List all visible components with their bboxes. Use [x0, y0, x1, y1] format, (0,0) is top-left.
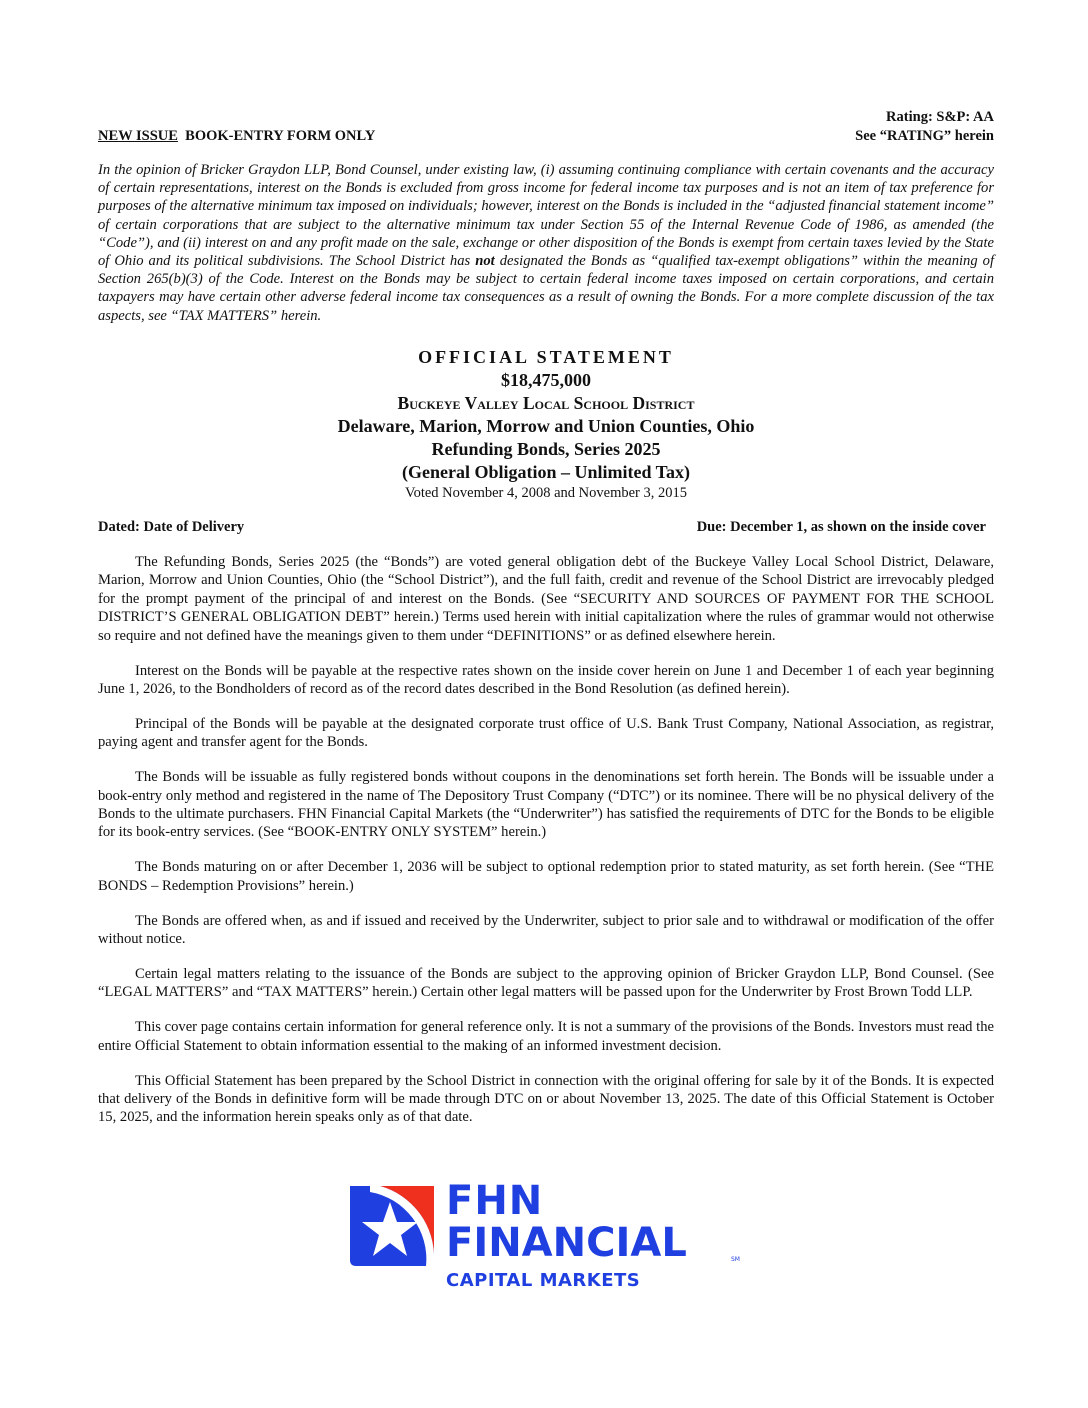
issue-amount: $18,475,000	[501, 370, 591, 390]
paragraph: Certain legal matters relating to the issuance of the Bonds are subject to the approving opinion of Bricker Graydon LLP, Bond Counsel. (See “LEGAL MATTERS” and “TAX MATTERS” herein.) Certain other legal matters will be passed upon for the Underwriter by Frost Brown Todd LLP.	[98, 965, 994, 1001]
issue-type	[98, 127, 375, 146]
obligation-type: (General Obligation – Unlimited Tax)	[401, 462, 691, 482]
rating-block	[855, 108, 994, 146]
dated-line: Dated: Date of Delivery	[98, 519, 245, 535]
underwriter-logo	[350, 1178, 750, 1294]
title-block	[98, 346, 994, 503]
cover-body	[98, 553, 994, 1143]
paragraph: The Bonds are offered when, as and if issued and received by the Underwriter, subject to prior sale and to withdrawal or modification of the offer without notice.	[98, 912, 994, 947]
rating-text: Rating: S&P: AA	[886, 109, 994, 125]
service-mark: SM	[731, 1256, 740, 1263]
logo-fhn-text: FHN	[446, 1178, 544, 1224]
issuer-counties: Delaware, Marion, Morrow and Union Counties, Ohio	[337, 416, 755, 436]
bond-counsel-opinion	[98, 161, 994, 325]
star-emblem-icon	[350, 1186, 434, 1266]
due-line: Due: December 1, as shown on the inside cover	[696, 519, 986, 535]
logo-financial-text: FINANCIAL	[446, 1220, 687, 1266]
paragraph: Principal of the Bonds will be payable at the designated corporate trust office of U.S. Bank Trust Company, National Association, as registrar, paying agent and transfer agent for the Bonds.	[98, 715, 994, 751]
paragraph: The Bonds maturing on or after December 1, 2036 will be subject to optional redemption prior to stated maturity, as set forth herein. (See “THE BONDS – Redemption Provisions” herein.)	[98, 859, 994, 894]
paragraph: Interest on the Bonds will be payable at the respective rates shown on the inside cover herein on June 1 and December 1 of each year beginning June 1, 2026, to the Bondholders of record as of the record dates described in the Bond Resolution (as defined herein).	[98, 662, 994, 697]
rating-reference: See “RATING” herein	[855, 128, 994, 144]
paragraph: The Bonds will be issuable as fully registered bonds without coupons in the denominations set forth herein. The Bonds will be issuable under a book-entry only method and registered in the name of The Depository Trust Company (“DTC”) or its nominee. There will be no physical delivery of the Bonds to the ultimate purchasers. FHN Financial Capital Markets (the “Underwriter”) has satisfied the requirements of DTC for the Bonds to be eligible for its book-entry services. (See “BOOK-ENTRY ONLY SYSTEM” herein.)	[98, 769, 994, 841]
paragraph: This Official Statement has been prepared by the School District in connection with the original offering for sale by it of the Bonds. It is expected that delivery of the Bonds in definitive form will be made through DTC on or about November 13, 2025. The date of this Official Statement is October 15, 2025, and the information herein speaks only as of that date.	[98, 1072, 994, 1126]
book-entry-label: BOOK-ENTRY FORM ONLY	[185, 128, 376, 144]
paragraph: This cover page contains certain information for general reference only. It is not a summary of the provisions of the Bonds. Investors must read the entire Official Statement to obtain information essential to the making of an informed investment decision.	[98, 1019, 994, 1054]
opinion-text-tail: designated the Bonds as “qualified tax-exempt obligations” within the meaning of Section 265(b)(3) of the Code. Interest on the Bonds may be subject to certain federal income taxes imposed on certain corporations, and certain taxpayers may have certain other adverse federal income tax consequences as a result of owning the Bonds. For a more complete discussion of the tax aspects, see “TAX MATTERS” herein.	[98, 253, 995, 324]
paragraph: The Refunding Bonds, Series 2025 (the “Bonds”) are voted general obligation debt of the Buckeye Valley Local School District, Delaware, Marion, Morrow and Union Counties, Ohio (the “School District”), and the full faith, credit and revenue of the School District are irrevocably pledged for the prompt payment of the principal of and interest on the Bonds. (See “SECURITY AND SOURCES OF PAYMENT FOR THE SCHOOL DISTRICT’S GENERAL OBLIGATION DEBT” herein.) Terms used herein with initial capitalization where the rules of grammar would not otherwise so require and not defined have the meanings given to them under “DEFINITIONS” or as defined elsewhere herein.	[98, 554, 994, 644]
logo-capital-markets-text: CAPITAL MARKETS	[446, 1270, 641, 1291]
bond-series: Refunding Bonds, Series 2025	[431, 439, 661, 459]
opinion-emphasis: not	[475, 253, 495, 270]
voted-dates: Voted November 4, 2008 and November 3, 2015	[404, 485, 688, 501]
issuer-name: Buckeye Valley Local School District	[397, 393, 695, 413]
document-title: OFFICIAL STATEMENT	[418, 347, 674, 367]
opinion-text: In the opinion of Bricker Graydon LLP, Bond Counsel, under existing law, (i) assuming continuing compliance with certain covenants and the accuracy of certain representations, interest on the Bonds is excluded from gross income for federal income tax purposes and is not an item of tax preference for purposes of the alternative minimum tax imposed on individuals; however, interest on the Bonds is included in the “adjusted financial statement income” of certain corporations that are subject to the alternative minimum tax under Section 55 of the Internal Revenue Code of 1986, as amended (the “Code”), and (ii) interest on and any profit made on the sale, exchange or other disposition of the Bonds is exempt from certain taxes levied by the State of Ohio and its political subdivisions. The School District has	[98, 162, 994, 270]
new-issue-label: NEW ISSUE	[98, 128, 178, 144]
